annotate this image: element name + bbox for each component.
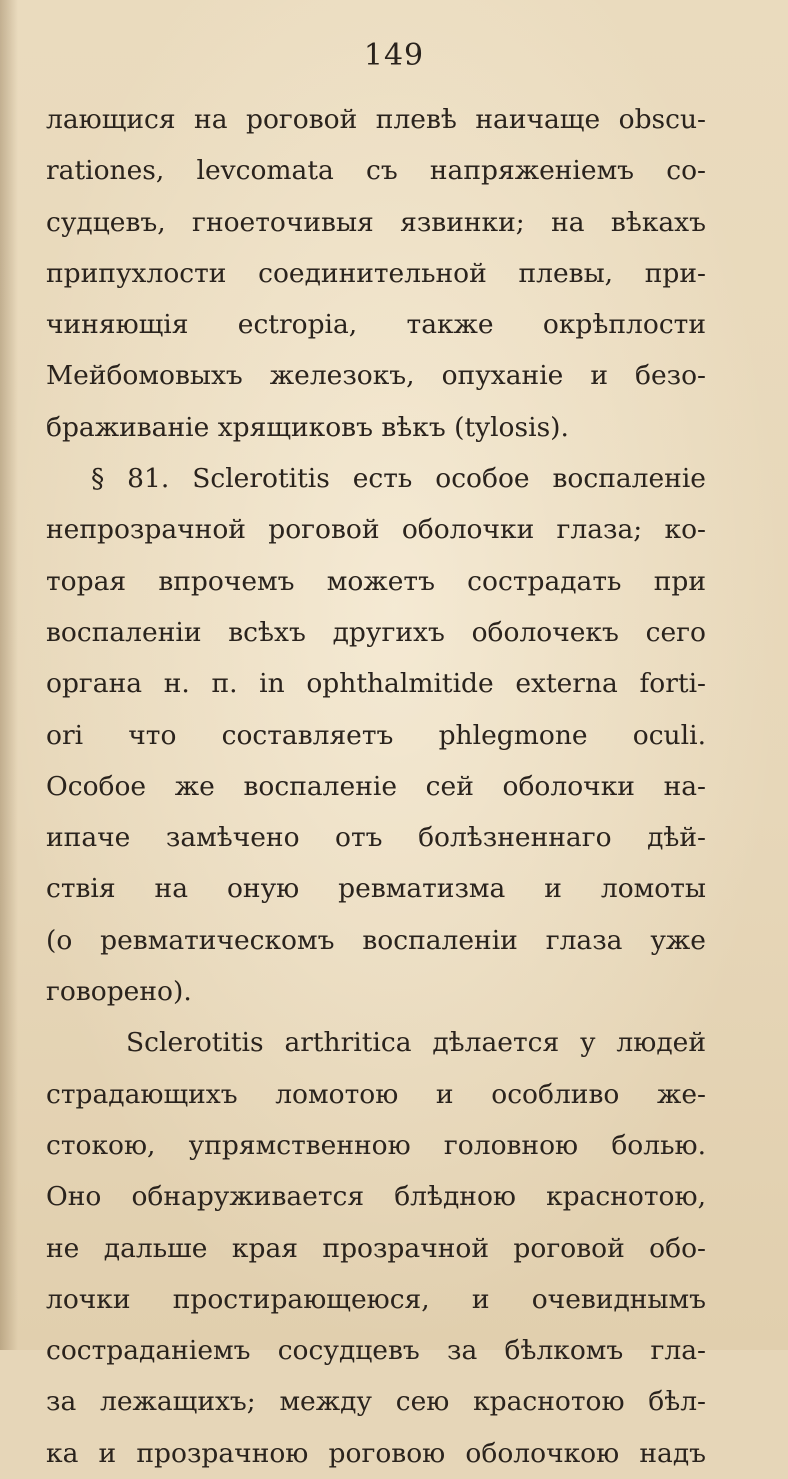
text-line: стокою, упрямственною головною болью. — [46, 1129, 706, 1161]
body-text — [46, 94, 706, 1479]
text-line: § 81. Sclerotitis есть особое воспаленіе — [91, 463, 706, 495]
text-line: Мейбомовыхъ железокъ, опуханіе и безо- — [46, 360, 706, 392]
text-line: лочки простирающеюся, и очевиднымъ — [46, 1283, 706, 1315]
text-line: непрозрачной роговой оболочки глаза; ко- — [46, 514, 706, 546]
page-gutter-shadow — [0, 0, 18, 1350]
text-line: ствія на оную ревматизма и ломоты — [46, 873, 706, 905]
text-line: Особое же воспаленіе сей оболочки на- — [46, 770, 706, 802]
page-number: 149 — [363, 38, 425, 73]
text-line: за лежащихъ; между сею краснотою бѣл- — [46, 1386, 706, 1418]
text-line: (о ревматическомъ воспаленіи глаза уже — [46, 924, 706, 956]
text-line: не дальше края прозрачной роговой обо- — [46, 1232, 706, 1264]
text-line: ипаче замѣчено отъ болѣзненнаго дѣй- — [46, 822, 706, 854]
text-line: состраданіемъ сосудцевъ за бѣлкомъ гла- — [46, 1335, 706, 1367]
text-line: торая впрочемъ можетъ сострадать при — [46, 565, 706, 597]
text-line: припухлости соединительной плевы, при- — [46, 257, 706, 289]
text-line: ori что составляетъ phlegmone oculi. — [46, 719, 706, 751]
text-line: браживаніе хрящиковъ вѣкъ (tylosis). — [46, 411, 569, 443]
text-line: воспаленіи всѣхъ другихъ оболочекъ сего — [46, 616, 706, 648]
text-line: rationes, levcomata съ напряженіемъ со- — [46, 155, 706, 187]
text-line: Оно обнаруживается блѣдною краснотою, — [46, 1181, 706, 1213]
text-line: Sclerotitis arthritica дѣлается у людей — [126, 1027, 706, 1059]
text-line: страдающихъ ломотою и особливо же- — [46, 1078, 706, 1110]
text-line: говорено). — [46, 976, 192, 1008]
text-line: ка и прозрачною роговою оболочкою надъ — [46, 1437, 706, 1469]
text-line: чиняющія ectropia, также окрѣплости — [46, 309, 706, 341]
text-line: лающися на роговой плевѣ наичаще obscu- — [46, 104, 706, 135]
text-line: судцевъ, гноеточивыя язвинки; на вѣкахъ — [46, 206, 706, 238]
text-line: органа н. п. in ophthalmitide externa forti- — [46, 668, 706, 700]
